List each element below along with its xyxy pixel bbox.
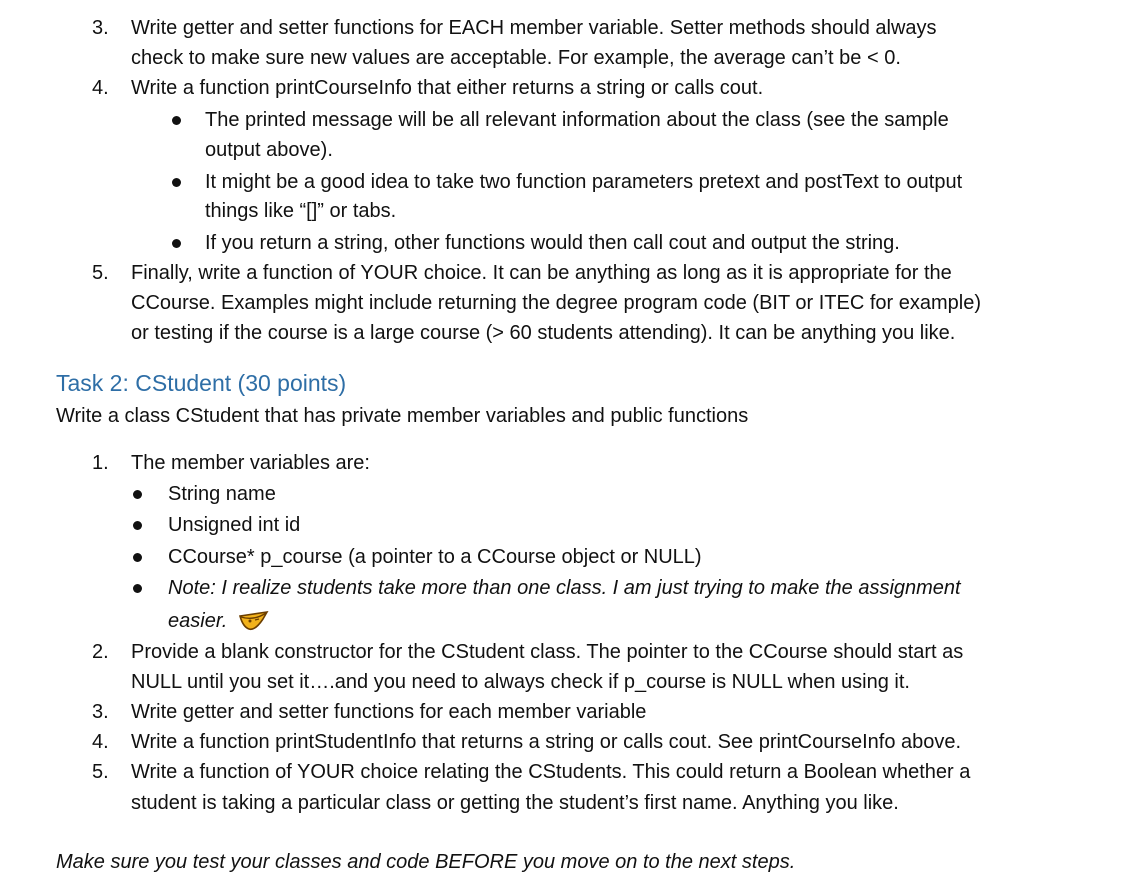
list-item-text: or testing if the course is a large course (> 60 students attending). It can be anything you like. xyxy=(131,322,956,344)
section-intro: Write a class CStudent that has private member variables and public functions xyxy=(56,405,749,427)
list-number: 4. xyxy=(92,731,109,753)
bullet-icon xyxy=(133,521,142,530)
list-item-text: Write a function printCourseInfo that either returns a string or calls cout. xyxy=(131,77,764,99)
list-item-text: Write getter and setter functions for EACH member variable. Setter methods should always xyxy=(131,17,937,39)
list-item-text: Write a function of YOUR choice relating the CStudents. This could return a Boolean whether a xyxy=(131,761,971,783)
footer-note: Make sure you test your classes and code BEFORE you move on to the next steps. xyxy=(56,851,796,873)
list-number: 3. xyxy=(92,701,109,723)
member-item: CCourse* p_course (a pointer to a CCourse object or NULL) xyxy=(168,546,702,568)
list-item-text: The member variables are: xyxy=(131,452,370,474)
bullet-icon xyxy=(172,116,181,125)
bullet-icon xyxy=(133,584,142,593)
list-item-text: student is taking a particular class or getting the student’s first name. Anything you like. xyxy=(131,792,899,814)
list-number: 3. xyxy=(92,17,109,39)
section-heading: Task 2: CStudent (30 points) xyxy=(56,370,347,396)
list-item-text: Write getter and setter functions for each member variable xyxy=(131,701,647,723)
bullet-icon xyxy=(172,239,181,248)
list-number: 5. xyxy=(92,262,109,284)
bullet-text: If you return a string, other functions would then call cout and output the string. xyxy=(205,232,900,254)
list-item-text: Write a function printStudentInfo that returns a string or calls cout. See printCourseInfo above. xyxy=(131,731,962,753)
bullet-text: The printed message will be all relevant information about the class (see the sample xyxy=(205,109,949,131)
list-number: 5. xyxy=(92,761,109,783)
list-item-text: Finally, write a function of YOUR choice. It can be anything as long as it is appropriate for the xyxy=(131,262,952,284)
bullet-text: things like “[]” or tabs. xyxy=(205,200,397,222)
list-item-text: CCourse. Examples might include returning the degree program code (BIT or ITEC for example) xyxy=(131,292,982,314)
bullet-icon xyxy=(133,490,142,499)
member-note: easier. xyxy=(168,610,228,632)
member-item: String name xyxy=(168,483,276,505)
bullet-icon xyxy=(172,178,181,187)
list-number: 4. xyxy=(92,77,109,99)
list-item-text: NULL until you set it….and you need to always check if p_course is NULL when using it. xyxy=(131,671,910,693)
bullet-text: output above). xyxy=(205,139,333,161)
member-note: Note: I realize students take more than one class. I am just trying to make the assignment xyxy=(168,577,961,599)
bullet-icon xyxy=(133,553,142,562)
list-number: 1. xyxy=(92,452,109,474)
list-item-text: Provide a blank constructor for the CStudent class. The pointer to the CCourse should start as xyxy=(131,641,964,663)
list-item-text: check to make sure new values are acceptable. For example, the average can’t be < 0. xyxy=(131,47,901,69)
member-item: Unsigned int id xyxy=(168,514,301,536)
list-number: 2. xyxy=(92,641,109,663)
bullet-text: It might be a good idea to take two function parameters pretext and postText to output xyxy=(205,171,963,193)
wink-smiley-icon xyxy=(237,607,271,633)
